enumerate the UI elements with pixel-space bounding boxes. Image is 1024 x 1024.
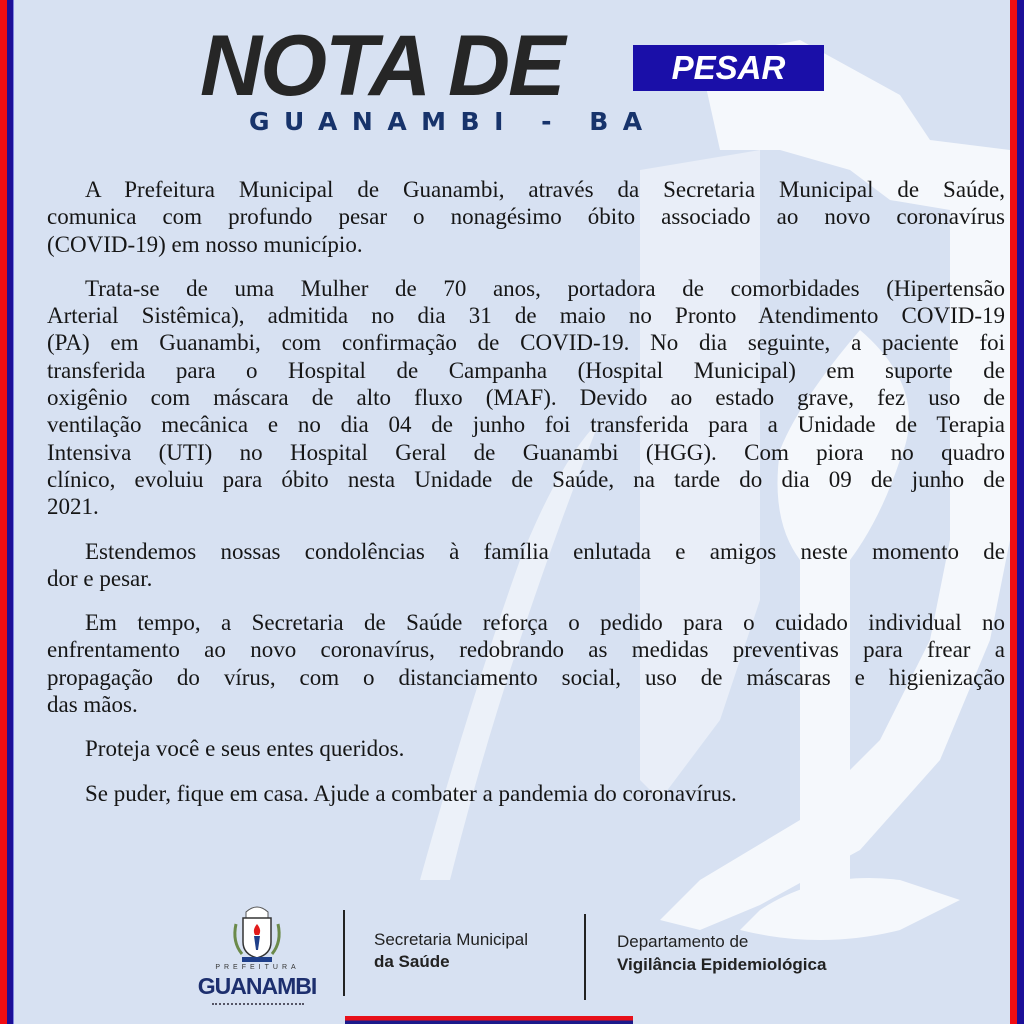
secretaria-line2: da Saúde <box>374 952 450 971</box>
text-line: (PA) em Guanambi, com confirmação de COVID-19. No dia seguinte, a paciente foi <box>47 330 1005 356</box>
page-title: NOTA DE <box>200 18 564 114</box>
right-blue-stripe <box>1017 0 1024 1024</box>
text-line: Em tempo, a Secretaria de Saúde reforça o pedido para o cuidado individual no <box>85 610 1005 636</box>
text-line: Trata-se de uma Mulher de 70 anos, portadora de comorbidades (Hipertensão <box>85 275 1005 301</box>
text-line: comunica com profundo pesar o nonagésimo óbito associado ao novo coronavírus <box>47 204 1005 230</box>
footer-divider <box>584 914 586 1000</box>
logo-tagline <box>212 1003 304 1005</box>
paragraph <box>47 780 1005 807</box>
text-line: oxigênio com máscara de alto fluxo (MAF). Devido ao estado grave, fez uso de <box>47 385 1005 411</box>
text-line: Proteja você e seus entes queridos. <box>85 736 405 762</box>
departamento-line1: Departamento de <box>617 932 749 951</box>
text-line: das mãos. <box>47 692 138 718</box>
right-red-stripe <box>1010 0 1017 1024</box>
text-line: ventilação mecânica e no dia 04 de junho foi transferida para a Unidade de Terapia <box>47 412 1005 438</box>
bottom-accent-bar <box>345 1016 633 1024</box>
footer <box>0 900 1024 1024</box>
title-badge: PESAR <box>633 45 824 91</box>
departamento-line2: Vigilância Epidemiológica <box>617 955 827 974</box>
text-line: Estendemos nossas condolências à família enlutada e amigos neste momento de <box>85 538 1005 564</box>
coat-of-arms-logo <box>228 902 286 964</box>
text-line: transferida para o Hospital de Campanha (Hospital Municipal) em suporte de <box>47 357 1005 383</box>
text-line: Se puder, fique em casa. Ajude a combater a pandemia do coronavírus. <box>85 780 737 806</box>
paragraph <box>47 176 1005 258</box>
subtitle-location: GUANAMBI - BA <box>249 107 657 136</box>
text-line: enfrentamento ao novo coronavírus, redobrando as medidas preventivas para frear a <box>47 637 1005 663</box>
paragraph <box>47 735 1005 762</box>
text-line: (COVID-19) em nosso município. <box>47 231 363 257</box>
logo-guanambi-label: GUANAMBI <box>197 973 317 999</box>
notice-body <box>47 176 1005 824</box>
paragraph <box>47 538 1005 593</box>
logo-prefeitura-label: PREFEITURA <box>215 964 300 971</box>
text-line: A Prefeitura Municipal de Guanambi, através da Secretaria Municipal de Saúde, <box>85 177 1005 202</box>
paragraph <box>47 609 1005 718</box>
secretaria-line1: Secretaria Municipal <box>374 930 529 949</box>
text-line: propagação do vírus, com o distanciamento social, uso de máscaras e higienização <box>47 664 1005 690</box>
text-line: dor e pesar. <box>47 565 153 591</box>
text-line: clínico, evoluiu para óbito nesta Unidade de Saúde, na tarde do dia 09 de junho de <box>47 466 1005 492</box>
text-line: 2021. <box>47 494 99 520</box>
text-line: Intensiva (UTI) no Hospital Geral de Guanambi (HGG). Com piora no quadro <box>47 439 1005 465</box>
text-line: Arterial Sistêmica), admitida no dia 31 de maio no Pronto Atendimento COVID-19 <box>47 303 1005 329</box>
paragraph <box>47 275 1005 521</box>
footer-divider <box>343 910 345 996</box>
